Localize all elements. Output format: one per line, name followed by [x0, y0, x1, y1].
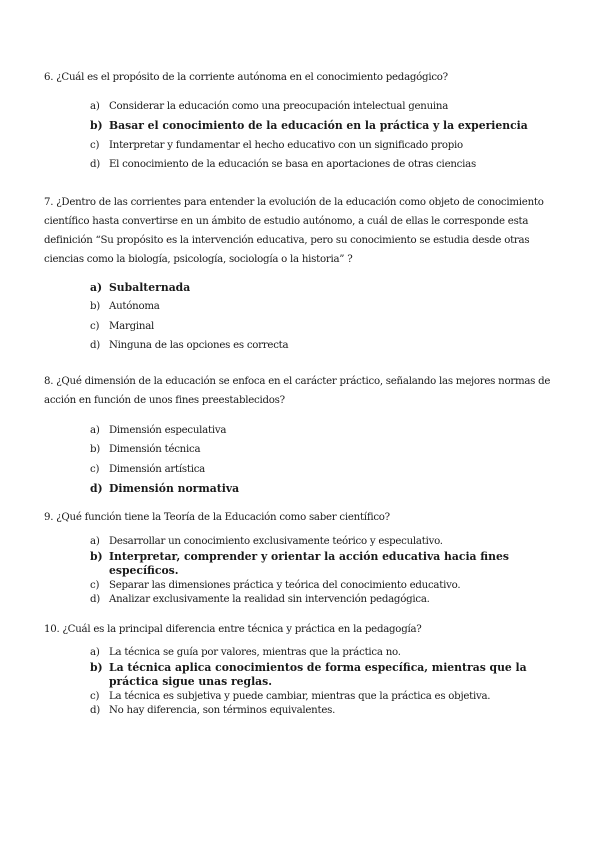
- option-c: c) Separar las dimensiones práctica y teórica del conocimiento educativo.: [90, 579, 461, 591]
- question-10-text: 10. ¿Cuál es la principal diferencia entre técnica y práctica en la pedagogía?: [44, 624, 422, 635]
- option-a-answer: a) Subalternada: [90, 281, 191, 294]
- option-d: d) Ninguna de las opciones es correcta: [90, 339, 289, 351]
- option-c: c) La técnica es subjetiva y puede cambiar, mientras que la práctica es objetiva.: [90, 690, 491, 702]
- option-d: d) Analizar exclusivamente la realidad sin intervención pedagógica.: [90, 594, 430, 605]
- option-c: c) Dimensión artística: [90, 463, 206, 475]
- question-8-options: [90, 421, 560, 498]
- option-a: a) Considerar la educación como una preocupación intelectual genuina: [90, 101, 449, 112]
- question-6-options: [90, 97, 560, 174]
- question-9-text: 9. ¿Qué función tiene la Teoría de la Educación como saber científico?: [44, 512, 390, 523]
- option-b-answer: b) Interpretar, comprender y orientar la acción educativa hacia fines específicos.: [90, 549, 509, 577]
- option-a: a) La técnica se guía por valores, mientras que la práctica no.: [90, 647, 401, 658]
- option-b: b) Autónoma: [90, 301, 160, 313]
- option-b-answer: b) Basar el conocimiento de la educación en la práctica y la experiencia: [90, 119, 528, 133]
- option-c: c) Marginal: [90, 320, 155, 332]
- option-a: a) Dimensión especulativa: [90, 425, 227, 436]
- option-d-answer: d) Dimensión normativa: [90, 481, 240, 495]
- question-8-text: 8. ¿Qué dimensión de la educación se enfoca en el carácter práctico, señalando las mejores normas de acción en función de unos fines preestablecidos?: [44, 376, 551, 406]
- option-c: c) Interpretar y fundamentar el hecho educativo con un significado propio: [90, 139, 463, 151]
- question-6-text: 6. ¿Cuál es el propósito de la corriente autónoma en el conocimiento pedagógico?: [44, 72, 448, 83]
- question-7-text: 7. ¿Dentro de las corrientes para entender la evolución de la educación como objeto de conocimiento científico hasta convertirse en un ámbito de estudio autónomo, a cuál de ellas le corresponde esta definición “Su propósito es la intervención educativa, pero su conocimiento se estudia desde otras ciencias como la biología, psicología, sociología o la historia” ?: [44, 197, 544, 265]
- option-d: d) No hay diferencia, son términos equivalentes.: [90, 705, 336, 716]
- option-a: a) Desarrollar un conocimiento exclusivamente teórico y especulativo.: [90, 536, 443, 547]
- option-d: d) El conocimiento de la educación se basa en aportaciones de otras ciencias: [90, 158, 476, 170]
- option-b-answer: b) La técnica aplica conocimientos de forma específica, mientras que la práctica sigue unas reglas.: [90, 660, 527, 688]
- question-10-options: [90, 646, 560, 719]
- question-9-options: [90, 535, 560, 608]
- option-b: b) Dimensión técnica: [90, 444, 201, 456]
- question-7-options: [90, 278, 560, 355]
